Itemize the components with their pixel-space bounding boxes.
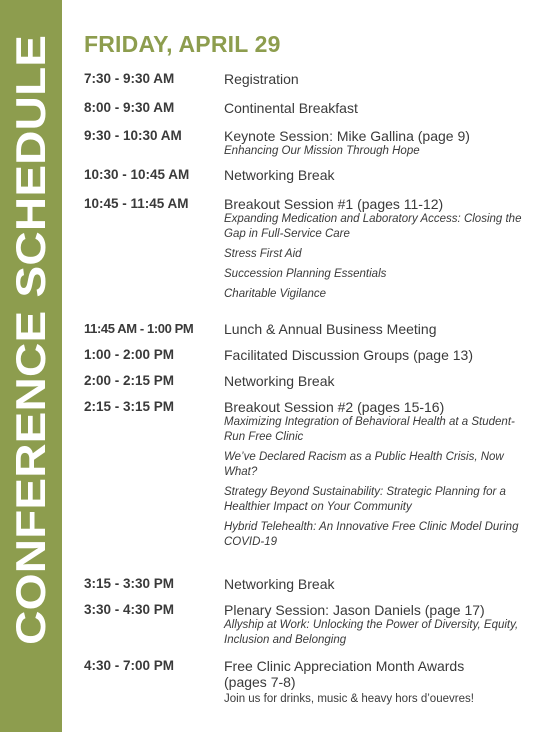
- time-slot: 10:30 - 10:45 AM: [84, 167, 190, 182]
- time-slot: 1:00 - 2:00 PM: [84, 347, 175, 362]
- event: [224, 399, 524, 550]
- time-slot: 8:00 - 9:30 AM: [84, 100, 175, 115]
- event-title: Lunch & Annual Business Meeting: [224, 321, 437, 337]
- event: [224, 100, 524, 116]
- event-note: Join us for drinks, music & heavy hors d’ouevres!: [224, 693, 474, 705]
- time-slot: 2:15 - 3:15 PM: [84, 399, 175, 414]
- event-subtitle: Stress First Aid: [224, 248, 302, 260]
- event-subtitle: Maximizing Integration of Behavioral Health at a Student-Run Free Clinic: [224, 416, 515, 443]
- time-slot: 3:30 - 4:30 PM: [84, 602, 175, 617]
- sidebar-title: [0, 0, 62, 732]
- time-slot: 10:45 - 11:45 AM: [84, 196, 189, 211]
- event-title: Networking Break: [224, 576, 335, 592]
- time-slot: 7:30 - 9:30 AM: [84, 71, 175, 86]
- day-heading: FRIDAY, APRIL 29: [84, 31, 281, 57]
- time-slot: 3:15 - 3:30 PM: [84, 576, 175, 591]
- event: [224, 602, 524, 648]
- event-title: Networking Break: [224, 373, 335, 389]
- time-slot: 9:30 - 10:30 AM: [84, 128, 182, 143]
- event: [224, 167, 524, 183]
- event-subtitle: Allyship at Work: Unlocking the Power of Diversity, Equity, Inclusion and Belonging: [224, 619, 519, 646]
- event-title: Breakout Session #1 (pages 11-12): [224, 196, 444, 212]
- event-title: Networking Break: [224, 167, 335, 183]
- event: [224, 321, 524, 337]
- event-title: Registration: [224, 71, 299, 87]
- event-title: Continental Breakfast: [224, 100, 358, 116]
- event-subtitle: Expanding Medication and Laboratory Access: Closing the Gap in Full-Service Care: [224, 213, 522, 240]
- sidebar-title-text: CONFERENCE SCHEDULE: [7, 108, 54, 645]
- event-subtitle: Charitable Vigilance: [224, 288, 327, 300]
- time-slot: 4:30 - 7:00 PM: [84, 658, 175, 673]
- event: [224, 658, 524, 707]
- event-title: Breakout Session #2 (pages 15-16): [224, 399, 445, 415]
- event: [224, 373, 524, 389]
- event-subtitle: Strategy Beyond Sustainability: Strategic Planning for a Healthier Impact on Your Community: [224, 486, 506, 513]
- event-title: Facilitated Discussion Groups (page 13): [224, 347, 474, 363]
- event-title: Keynote Session: Mike Gallina (page 9): [224, 128, 470, 144]
- event: [224, 71, 524, 87]
- event: [224, 347, 524, 363]
- event-title: Plenary Session: Jason Daniels (page 17): [224, 602, 485, 618]
- event-subtitle: Succession Planning Essentials: [224, 268, 387, 280]
- event-title: Free Clinic Appreciation Month Awards (pages 7-8): [224, 658, 465, 690]
- event: [224, 196, 524, 302]
- event: [224, 576, 524, 592]
- event-subtitle: Hybrid Telehealth: An Innovative Free Clinic Model During COVID-19: [224, 521, 519, 548]
- event-subtitle: Enhancing Our Mission Through Hope: [224, 145, 420, 157]
- event-subtitle: We’ve Declared Racism as a Public Health Crisis, Now What?: [224, 451, 504, 478]
- event: [224, 128, 524, 159]
- time-slot: 2:00 - 2:15 PM: [84, 373, 175, 388]
- time-slot: 11:45 AM - 1:00 PM: [84, 321, 194, 336]
